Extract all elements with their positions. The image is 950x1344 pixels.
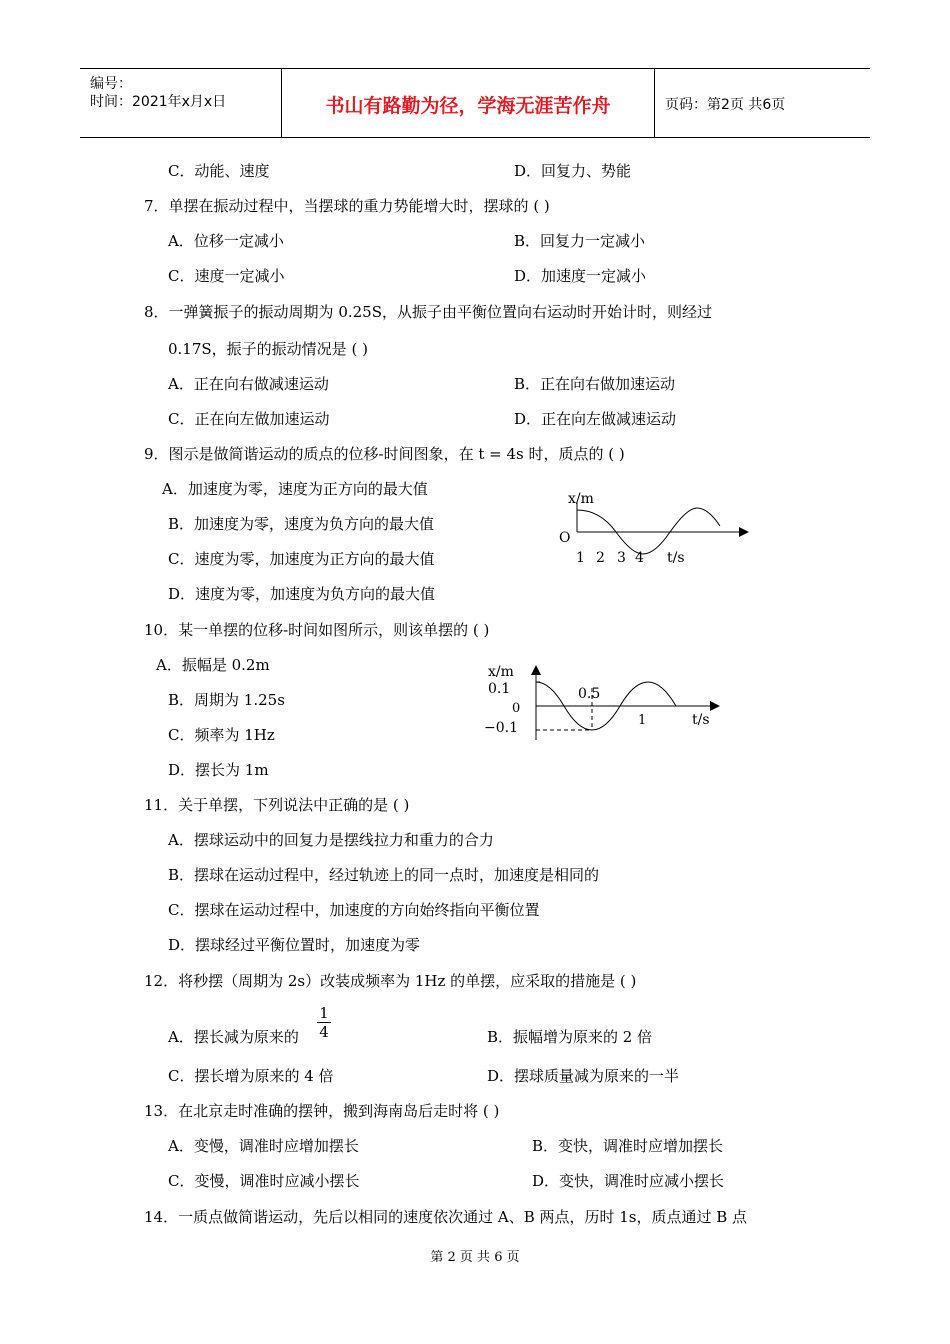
q9-sine-curve (577, 508, 720, 554)
motto: 书山有路勤为径，学海无涯苦作舟 (325, 95, 611, 117)
q12-option-b: B．振幅增为原来的 2 倍 (487, 1028, 653, 1046)
q9-ylabel: x/m (568, 491, 594, 507)
q8-stem-line2: 0.17S，振子的振动情况是 ( ) (168, 340, 368, 358)
q13-option-d: D．变快，调准时应减小摆长 (532, 1172, 725, 1190)
header-motto-cell (282, 69, 655, 137)
q7-option-a: A．位移一定减小 (168, 232, 284, 250)
q11-option-a: A．摆球运动中的回复力是摆线拉力和重力的合力 (168, 831, 494, 849)
q9-option-a: A．加速度为零，速度为正方向的最大值 (162, 480, 428, 498)
q9-displacement-time-graph (550, 480, 760, 580)
q6-option-d: D．回复力、势能 (514, 162, 632, 180)
time-label: 时间：2021年x月x日 (90, 94, 227, 110)
q13-option-b: B．变快，调准时应增加摆长 (532, 1137, 724, 1155)
q10-option-d: D．摆长为 1m (168, 761, 269, 779)
q6-option-c: C．动能、速度 (168, 162, 270, 180)
q7-stem: 7．单摆在振动过程中，当摆球的重力势能增大时，摆球的 ( ) (144, 197, 550, 215)
page-footer: 第 2 页 共 6 页 (430, 1250, 520, 1265)
q10-option-c: C．频率为 1Hz (168, 726, 275, 744)
q10-zero-label: 0 (512, 701, 521, 716)
q13-option-a: A．变慢，调准时应增加摆长 (168, 1137, 359, 1155)
q11-stem: 11．关于单摆，下列说法中正确的是 ( ) (144, 796, 410, 814)
q9-tick-4: 4 (635, 550, 644, 566)
q7-option-d: D．加速度一定减小 (514, 267, 647, 285)
q10-tick-one: 1 (638, 713, 647, 728)
header-page-cell (655, 69, 870, 137)
q10-stem: 10．某一单摆的位移-时间如图所示，则该单摆的 ( ) (144, 621, 490, 639)
q11-option-d: D．摆球经过平衡位置时，加速度为零 (168, 936, 421, 954)
q8-option-b: B．正在向右做加速运动 (514, 375, 676, 393)
q12-fraction (317, 1005, 331, 1040)
q10-top-value: 0.1 (488, 681, 511, 697)
q10-t-axis-arrow (710, 701, 720, 711)
q13-option-c: C．变慢，调准时应减小摆长 (168, 1172, 360, 1190)
q10-displacement-time-graph (480, 660, 730, 750)
page-header (80, 68, 870, 138)
q10-tick-half: 0.5 (578, 686, 601, 702)
q9-tick-3: 3 (617, 550, 626, 566)
q9-tick-2: 2 (596, 550, 605, 566)
q10-option-a: A．振幅是 0.2m (156, 656, 270, 674)
q10-ylabel: x/m (488, 664, 514, 680)
q9-tick-1: 1 (576, 550, 585, 566)
q11-option-b: B．摆球在运动过程中，经过轨迹上的同一点时，加速度是相同的 (168, 866, 600, 884)
q12-fraction-numerator: 1 (319, 1004, 329, 1022)
q8-option-d: D．正在向左做减速运动 (514, 410, 677, 428)
q12-option-a: A．摆长减为原来的 (168, 1028, 299, 1046)
q8-stem-line1: 8．一弹簧振子的振动周期为 0.25S，从振子由平衡位置向右运动时开始计时，则经过 (144, 303, 712, 321)
q9-option-b: B．加速度为零，速度为负方向的最大值 (168, 515, 435, 533)
q12-fraction-denominator: 4 (319, 1023, 329, 1041)
q8-option-c: C．正在向左做加速运动 (168, 410, 330, 428)
q12-stem: 12．将秒摆（周期为 2s）改装成频率为 1Hz 的单摆，应采取的措施是 ( ) (144, 972, 637, 990)
q11-option-c: C．摆球在运动过程中，加速度的方向始终指向平衡位置 (168, 901, 540, 919)
q9-option-d: D．速度为零，加速度为负方向的最大值 (168, 585, 436, 603)
q9-xlabel: t/s (667, 550, 685, 566)
q10-x-axis-arrow (531, 665, 541, 675)
q7-option-b: B．回复力一定减小 (514, 232, 646, 250)
q10-option-b: B．周期为 1.25s (168, 691, 285, 709)
header-meta-cell (80, 69, 282, 137)
q9-t-axis-arrow (739, 527, 749, 537)
q9-option-c: C．速度为零，加速度为正方向的最大值 (168, 550, 435, 568)
q10-xlabel: t/s (692, 712, 710, 728)
q9-origin-label: O (559, 530, 571, 546)
q14-stem: 14．一质点做简谐运动，先后以相同的速度依次通过 A、B 两点，历时 1s，质点通过 B 点 (144, 1208, 748, 1226)
page-info: 页码：第2页 共6页 (665, 97, 786, 113)
q12-option-c: C．摆长增为原来的 4 倍 (168, 1067, 334, 1085)
q7-option-c: C．速度一定减小 (168, 267, 285, 285)
q8-option-a: A．正在向右做减速运动 (168, 375, 329, 393)
q13-stem: 13．在北京走时准确的摆钟，搬到海南岛后走时将 ( ) (144, 1102, 500, 1120)
q12-option-d: D．摆球质量减为原来的一半 (487, 1067, 680, 1085)
q10-bottom-value: −0.1 (484, 720, 518, 736)
number-label: 编号： (90, 76, 132, 92)
q9-stem: 9．图示是做简谐运动的质点的位移-时间图象，在 t = 4s 时，质点的 ( ) (144, 445, 625, 463)
